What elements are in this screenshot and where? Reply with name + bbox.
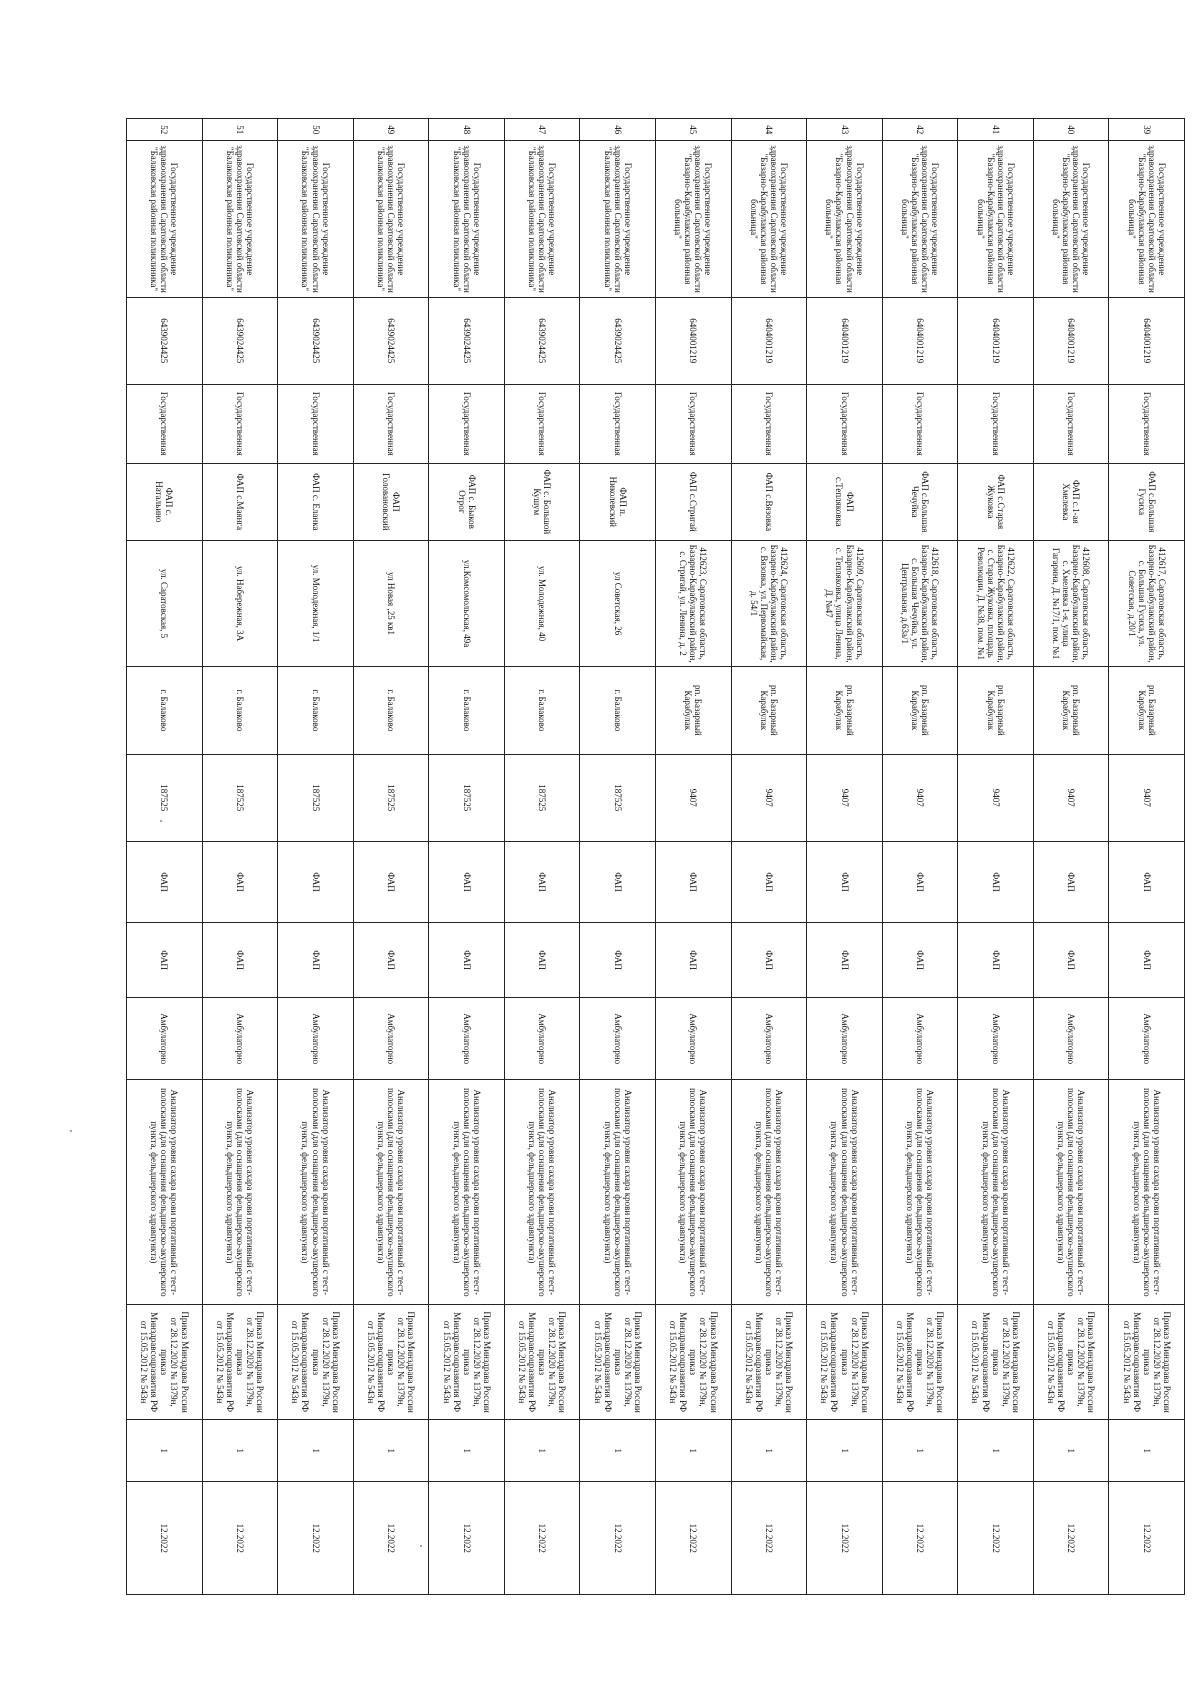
ownership-form-cell: Государственная [127,384,203,463]
facility-name-cell: ФАП с.Тепляковка [807,463,883,540]
quantity-cell: 1 [353,1420,429,1482]
locality-cell: г. Балаково [353,667,429,754]
facility-name-cell: ФАП с.Большая Гусиха [1109,463,1185,540]
facility-type-cell: ФАП [731,841,807,922]
subdivision-type-cell: ФАП [429,923,505,998]
equipment-name-cell: Анализатор уровня сахара крови портативный с тест-полосками (для оснащения фельдшерско-акушерского пункта, фельдшерского здравпункта) [1033,1080,1109,1305]
care-conditions-cell: Амбулаторно [202,998,278,1080]
facility-type-cell: ФАП [202,841,278,922]
table-body [127,119,1185,1595]
subdivision-type-cell: ФАП [278,923,354,998]
inn-code-cell: 6404001219 [807,297,883,384]
table-row [429,119,505,1595]
legal-basis-cell: Приказ Минздрава России от 28.12.2020 № 1379н, приказ Минздравсоцразвития РФ от 15.05.2012 № 543н [882,1305,958,1420]
row-number-cell: 43 [807,119,883,141]
quantity-cell: 1 [1109,1420,1185,1482]
table-row [656,119,732,1595]
locality-cell: г. Балаково [278,667,354,754]
table-row [580,119,656,1595]
care-conditions-cell: Амбулаторно [807,998,883,1080]
locality-cell: г. Балаково [202,667,278,754]
row-number-cell: 50 [278,119,354,141]
facility-name-cell: ФАП Головановский [353,463,429,540]
subdivision-type-cell: ФАП [202,923,278,998]
quantity-cell: 1 [656,1420,732,1482]
oktmo-code-cell: 187525 [504,754,580,841]
ownership-form-cell: Государственная [429,384,505,463]
care-conditions-cell: Амбулаторно [656,998,732,1080]
equipment-name-cell: Анализатор уровня сахара крови портативный с тест-полосками (для оснащения фельдшерско-акушерского пункта, фельдшерского здравпункта) [656,1080,732,1305]
facility-type-cell: ФАП [882,841,958,922]
table-row [278,119,354,1595]
organization-name-cell: Государственное учреждение здравоохранения Саратовской области "Балаковская районная поликлиника" [429,141,505,297]
quantity-cell: 1 [504,1420,580,1482]
legal-basis-cell: Приказ Минздрава России от 28.12.2020 № 1379н, приказ Минздравсоцразвития РФ от 15.05.2012 № 543н [202,1305,278,1420]
equipment-name-cell: Анализатор уровня сахара крови портативный с тест-полосками (для оснащения фельдшерско-акушерского пункта, фельдшерского здравпункта) [127,1080,203,1305]
equipment-name-cell: Анализатор уровня сахара крови портативный с тест-полосками (для оснащения фельдшерско-акушерского пункта, фельдшерского здравпункта) [807,1080,883,1305]
delivery-date-cell: 12.2022 [580,1482,656,1595]
facility-type-cell: ФАП [958,841,1034,922]
facility-address-cell: ул Советская, 26 [580,541,656,667]
inn-code-cell: 6404001219 [882,297,958,384]
facility-name-cell: ФАП с. Быков Отрог [429,463,505,540]
equipment-name-cell: Анализатор уровня сахара крови портативный с тест-полосками (для оснащения фельдшерско-акушерского пункта, фельдшерского здравпункта) [429,1080,505,1305]
ownership-form-cell: Государственная [958,384,1034,463]
delivery-date-cell: 12.2022 [958,1482,1034,1595]
inn-code-cell: 6439024425 [580,297,656,384]
facility-type-cell: ФАП [1109,841,1185,922]
delivery-date-cell: 12.2022 [127,1482,203,1595]
facility-name-cell: ФАП с.Вязовка [731,463,807,540]
subdivision-type-cell: ФАП [580,923,656,998]
table-row [882,119,958,1595]
equipment-name-cell: Анализатор уровня сахара крови портативный с тест-полосками (для оснащения фельдшерско-акушерского пункта, фельдшерского здравпункта) [504,1080,580,1305]
care-conditions-cell: Амбулаторно [429,998,505,1080]
facility-name-cell: ФАП с.1-ая Хмелевка [1033,463,1109,540]
oktmo-code-cell: 187525 [429,754,505,841]
oktmo-code-cell: 187525 [353,754,429,841]
organization-name-cell: Государственное учреждение здравоохранения Саратовской области "Балаковская районная поликлиника" [278,141,354,297]
ownership-form-cell: Государственная [807,384,883,463]
facility-address-cell: 412608, Саратовская область, Базарно-Карабулакский район, с. Хмелевка 1-я, улица Гагарина, Д. №17/1, пом. №1 [1033,541,1109,667]
inn-code-cell: 6404001219 [731,297,807,384]
facility-address-cell: 412623, Саратовская область, Базарно-Карабулакский район, с. Стригай, ул. Ленина, д. 2 [656,541,732,667]
oktmo-code-cell: 9407 [731,754,807,841]
delivery-date-cell: 12.2022 [1109,1482,1185,1595]
equipment-name-cell: Анализатор уровня сахара крови портативный с тест-полосками (для оснащения фельдшерско-акушерского пункта, фельдшерского здравпункта) [353,1080,429,1305]
facility-address-cell: 412618, Саратовская область, Базарно-Карабулакский район, с. Большая Чечуйка, ул. Центральная, д.63а/1 [882,541,958,667]
locality-cell: рп. Базарный Карабулак [807,667,883,754]
quantity-cell: 1 [278,1420,354,1482]
care-conditions-cell: Амбулаторно [1033,998,1109,1080]
legal-basis-cell: Приказ Минздрава России от 28.12.2020 № 1379н, приказ Минздравсоцразвития РФ от 15.05.2012 № 543н [958,1305,1034,1420]
delivery-date-cell: 12.2022 [278,1482,354,1595]
oktmo-code-cell: 187525 [127,754,203,841]
delivery-date-cell: 12.2022 [807,1482,883,1595]
subdivision-type-cell: ФАП [127,923,203,998]
delivery-date-cell: 12.2022 [429,1482,505,1595]
subdivision-type-cell: ФАП [656,923,732,998]
locality-cell: г. Балаково [504,667,580,754]
facility-address-cell: 412622, Саратовская область, Базарно-Карабулакский район, с. Старая Жуковка, площадь Революции, Д. №38, пом. №1 [958,541,1034,667]
row-number-cell: 51 [202,119,278,141]
legal-basis-cell: Приказ Минздрава России от 28.12.2020 № 1379н, приказ Минздравсоцразвития РФ от 15.05.2012 № 543н [807,1305,883,1420]
inn-code-cell: 6439024425 [353,297,429,384]
locality-cell: рп. Базарный Карабулак [1109,667,1185,754]
quantity-cell: 1 [429,1420,505,1482]
subdivision-type-cell: ФАП [353,923,429,998]
facility-name-cell: ФАП с.Большая Чечуйка [882,463,958,540]
facility-type-cell: ФАП [580,841,656,922]
facility-name-cell: ФАП с.Маянга [202,463,278,540]
organization-name-cell: Государственное учреждение здравоохранения Саратовской области "Базарно-Карабулакская районная больница" [807,141,883,297]
oktmo-code-cell: 187525 [202,754,278,841]
legal-basis-cell: Приказ Минздрава России от 28.12.2020 № 1379н, приказ Минздравсоцразвития РФ от 15.05.2012 № 543н [504,1305,580,1420]
table-row [353,119,429,1595]
legal-basis-cell: Приказ Минздрава России от 28.12.2020 № 1379н, приказ Минздравсоцразвития РФ от 15.05.2012 № 543н [731,1305,807,1420]
row-number-cell: 41 [958,119,1034,141]
equipment-name-cell: Анализатор уровня сахара крови портативный с тест-полосками (для оснащения фельдшерско-акушерского пункта, фельдшерского здравпункта) [202,1080,278,1305]
facility-address-cell: ул. Молодежная, 40 [504,541,580,667]
subdivision-type-cell: ФАП [1109,923,1185,998]
table-row [958,119,1034,1595]
locality-cell: рп. Базарный Карабулак [1033,667,1109,754]
quantity-cell: 1 [958,1420,1034,1482]
organization-name-cell: Государственное учреждение здравоохранения Саратовской области "Базарно-Карабулакская районная больница" [1109,141,1185,297]
oktmo-code-cell: 9407 [882,754,958,841]
equipment-name-cell: Анализатор уровня сахара крови портативный с тест-полосками (для оснащения фельдшерско-акушерского пункта, фельдшерского здравпункта) [1109,1080,1185,1305]
oktmo-code-cell: 187525 [580,754,656,841]
facility-type-cell: ФАП [1033,841,1109,922]
inn-code-cell: 6404001219 [1109,297,1185,384]
equipment-name-cell: Анализатор уровня сахара крови портативный с тест-полосками (для оснащения фельдшерско-акушерского пункта, фельдшерского здравпункта) [580,1080,656,1305]
table-row [807,119,883,1595]
organization-name-cell: Государственное учреждение здравоохранения Саратовской области "Базарно-Карабулакская районная больница" [958,141,1034,297]
inn-code-cell: 6439024425 [504,297,580,384]
table-row [504,119,580,1595]
care-conditions-cell: Амбулаторно [731,998,807,1080]
row-number-cell: 47 [504,119,580,141]
quantity-cell: 1 [731,1420,807,1482]
facility-name-cell: ФАП с.Стригай [656,463,732,540]
quantity-cell: 1 [882,1420,958,1482]
facility-address-cell: ул. Набережная, 3А [202,541,278,667]
care-conditions-cell: Амбулаторно [278,998,354,1080]
oktmo-code-cell: 9407 [1109,754,1185,841]
inn-code-cell: 6439024425 [127,297,203,384]
oktmo-code-cell: 9407 [958,754,1034,841]
oktmo-code-cell: 9407 [1033,754,1109,841]
care-conditions-cell: Амбулаторно [353,998,429,1080]
delivery-date-cell: 12.2022 [504,1482,580,1595]
subdivision-type-cell: ФАП [731,923,807,998]
ownership-form-cell: Государственная [580,384,656,463]
delivery-date-cell: 12.2022 [1033,1482,1109,1595]
inn-code-cell: 6439024425 [278,297,354,384]
ownership-form-cell: Государственная [278,384,354,463]
equipment-table [126,118,1185,1595]
delivery-date-cell: 12.2022 [731,1482,807,1595]
delivery-date-cell: 12.2022 [656,1482,732,1595]
ownership-form-cell: Государственная [882,384,958,463]
equipment-name-cell: Анализатор уровня сахара крови портативный с тест-полосками (для оснащения фельдшерско-акушерского пункта, фельдшерского здравпункта) [958,1080,1034,1305]
quantity-cell: 1 [202,1420,278,1482]
care-conditions-cell: Амбулаторно [958,998,1034,1080]
quantity-cell: 1 [580,1420,656,1482]
oktmo-code-cell: 9407 [807,754,883,841]
row-number-cell: 48 [429,119,505,141]
facility-type-cell: ФАП [807,841,883,922]
ownership-form-cell: Государственная [731,384,807,463]
legal-basis-cell: Приказ Минздрава России от 28.12.2020 № 1379н, приказ Минздравсоцразвития РФ от 15.05.2012 № 543н [429,1305,505,1420]
scan-speck [420,1545,422,1547]
facility-type-cell: ФАП [504,841,580,922]
table-row [731,119,807,1595]
locality-cell: г. Балаково [429,667,505,754]
row-number-cell: 44 [731,119,807,141]
delivery-date-cell: 12.2022 [882,1482,958,1595]
row-number-cell: 46 [580,119,656,141]
organization-name-cell: Государственное учреждение здравоохранения Саратовской области "Базарно-Карабулакская районная больница" [882,141,958,297]
subdivision-type-cell: ФАП [1033,923,1109,998]
locality-cell: г. Балаково [580,667,656,754]
facility-type-cell: ФАП [353,841,429,922]
oktmo-code-cell: 187525 [278,754,354,841]
locality-cell: рп. Базарный Карабулак [731,667,807,754]
locality-cell: рп. Базарный Карабулак [958,667,1034,754]
delivery-date-cell: 12.2022 [353,1482,429,1595]
ownership-form-cell: Государственная [1033,384,1109,463]
ownership-form-cell: Государственная [504,384,580,463]
legal-basis-cell: Приказ Минздрава России от 28.12.2020 № 1379н, приказ Минздравсоцразвития РФ от 15.05.2012 № 543н [353,1305,429,1420]
table-row [1033,119,1109,1595]
care-conditions-cell: Амбулаторно [882,998,958,1080]
subdivision-type-cell: ФАП [958,923,1034,998]
equipment-name-cell: Анализатор уровня сахара крови портативный с тест-полосками (для оснащения фельдшерско-акушерского пункта, фельдшерского здравпункта) [731,1080,807,1305]
row-number-cell: 40 [1033,119,1109,141]
legal-basis-cell: Приказ Минздрава России от 28.12.2020 № 1379н, приказ Минздравсоцразвития РФ от 15.05.2012 № 543н [1033,1305,1109,1420]
organization-name-cell: Государственное учреждение здравоохранения Саратовской области "Базарно-Карабулакская районная больница" [656,141,732,297]
organization-name-cell: Государственное учреждение здравоохранения Саратовской области "Базарно-Карабулакская районная больница" [731,141,807,297]
facility-address-cell: ул.Комсомольская, 49а [429,541,505,667]
equipment-name-cell: Анализатор уровня сахара крови портативный с тест-полосками (для оснащения фельдшерско-акушерского пункта, фельдшерского здравпункта) [882,1080,958,1305]
row-number-cell: 52 [127,119,203,141]
organization-name-cell: Государственное учреждение здравоохранения Саратовской области "Балаковская районная поликлиника" [504,141,580,297]
legal-basis-cell: Приказ Минздрава России от 28.12.2020 № 1379н, приказ Минздравсоцразвития РФ от 15.05.2012 № 543н [127,1305,203,1420]
facility-address-cell: 412617, Саратовская область, Базарно-Карабулакский район, с. Большая Гусиха, ул. Советская, д.20/1 [1109,541,1185,667]
table-row [1109,119,1185,1595]
rotated-table-sheet [126,118,1185,1595]
facility-address-cell: ул. Молодежная, 1/1 [278,541,354,667]
facility-address-cell: ул. Саратовская, 5 [127,541,203,667]
organization-name-cell: Государственное учреждение здравоохранения Саратовской области "Балаковская районная поликлиника" [202,141,278,297]
row-number-cell: 39 [1109,119,1185,141]
facility-type-cell: ФАП [429,841,505,922]
legal-basis-cell: Приказ Минздрава России от 28.12.2020 № 1379н, приказ Минздравсоцразвития РФ от 15.05.2012 № 543н [1109,1305,1185,1420]
organization-name-cell: Государственное учреждение здравоохранения Саратовской области "Базарно-Карабулакская районная больница" [1033,141,1109,297]
care-conditions-cell: Амбулаторно [504,998,580,1080]
row-number-cell: 49 [353,119,429,141]
locality-cell: рп. Базарный Карабулак [656,667,732,754]
care-conditions-cell: Амбулаторно [127,998,203,1080]
inn-code-cell: 6404001219 [1033,297,1109,384]
inn-code-cell: 6404001219 [958,297,1034,384]
quantity-cell: 1 [127,1420,203,1482]
table-row [127,119,203,1595]
facility-address-cell: 412609, Саратовская область, Базарно-Карабулакский район, с. Тепляковка, улица Ленина, Д. №47 [807,541,883,667]
inn-code-cell: 6439024425 [202,297,278,384]
facility-name-cell: ФАП с. Натальино [127,463,203,540]
inn-code-cell: 6439024425 [429,297,505,384]
organization-name-cell: Государственное учреждение здравоохранения Саратовской области "Балаковская районная поликлиника" [580,141,656,297]
facility-name-cell: ФАП с.Старая Жуковка [958,463,1034,540]
locality-cell: рп. Базарный Карабулак [882,667,958,754]
facility-name-cell: ФАП с. Еланка [278,463,354,540]
oktmo-code-cell: 9407 [656,754,732,841]
row-number-cell: 45 [656,119,732,141]
row-number-cell: 42 [882,119,958,141]
quantity-cell: 1 [807,1420,883,1482]
organization-name-cell: Государственное учреждение здравоохранения Саратовской области "Балаковская районная поликлиника" [127,141,203,297]
subdivision-type-cell: ФАП [504,923,580,998]
inn-code-cell: 6404001219 [656,297,732,384]
facility-address-cell: 412624, Саратовская область, Базарно-Карабулакский район, с. Вязовка, ул. Первомайская, д. 54/1 [731,541,807,667]
quantity-cell: 1 [1033,1420,1109,1482]
legal-basis-cell: Приказ Минздрава России от 28.12.2020 № 1379н, приказ Минздравсоцразвития РФ от 15.05.2012 № 543н [278,1305,354,1420]
subdivision-type-cell: ФАП [807,923,883,998]
facility-name-cell: ФАП п. Николевский [580,463,656,540]
care-conditions-cell: Амбулаторно [580,998,656,1080]
locality-cell: г. Балаково [127,667,203,754]
legal-basis-cell: Приказ Минздрава России от 28.12.2020 № 1379н, приказ Минздравсоцразвития РФ от 15.05.2012 № 543н [580,1305,656,1420]
ownership-form-cell: Государственная [1109,384,1185,463]
table-row [202,119,278,1595]
delivery-date-cell: 12.2022 [202,1482,278,1595]
equipment-name-cell: Анализатор уровня сахара крови портативный с тест-полосками (для оснащения фельдшерско-акушерского пункта, фельдшерского здравпункта) [278,1080,354,1305]
ownership-form-cell: Государственная [656,384,732,463]
facility-type-cell: ФАП [656,841,732,922]
ownership-form-cell: Государственная [353,384,429,463]
scan-speck [70,1130,72,1132]
facility-type-cell: ФАП [278,841,354,922]
legal-basis-cell: Приказ Минздрава России от 28.12.2020 № 1379н, приказ Минздравсоцразвития РФ от 15.05.2012 № 543н [656,1305,732,1420]
facility-address-cell: ул Новая ,25 кв1 [353,541,429,667]
facility-name-cell: ФАП с. Большой Кушум [504,463,580,540]
organization-name-cell: Государственное учреждение здравоохранения Саратовской области "Балаковская районная поликлиника" [353,141,429,297]
subdivision-type-cell: ФАП [882,923,958,998]
care-conditions-cell: Амбулаторно [1109,998,1185,1080]
facility-type-cell: ФАП [127,841,203,922]
ownership-form-cell: Государственная [202,384,278,463]
scan-speck [160,820,162,822]
